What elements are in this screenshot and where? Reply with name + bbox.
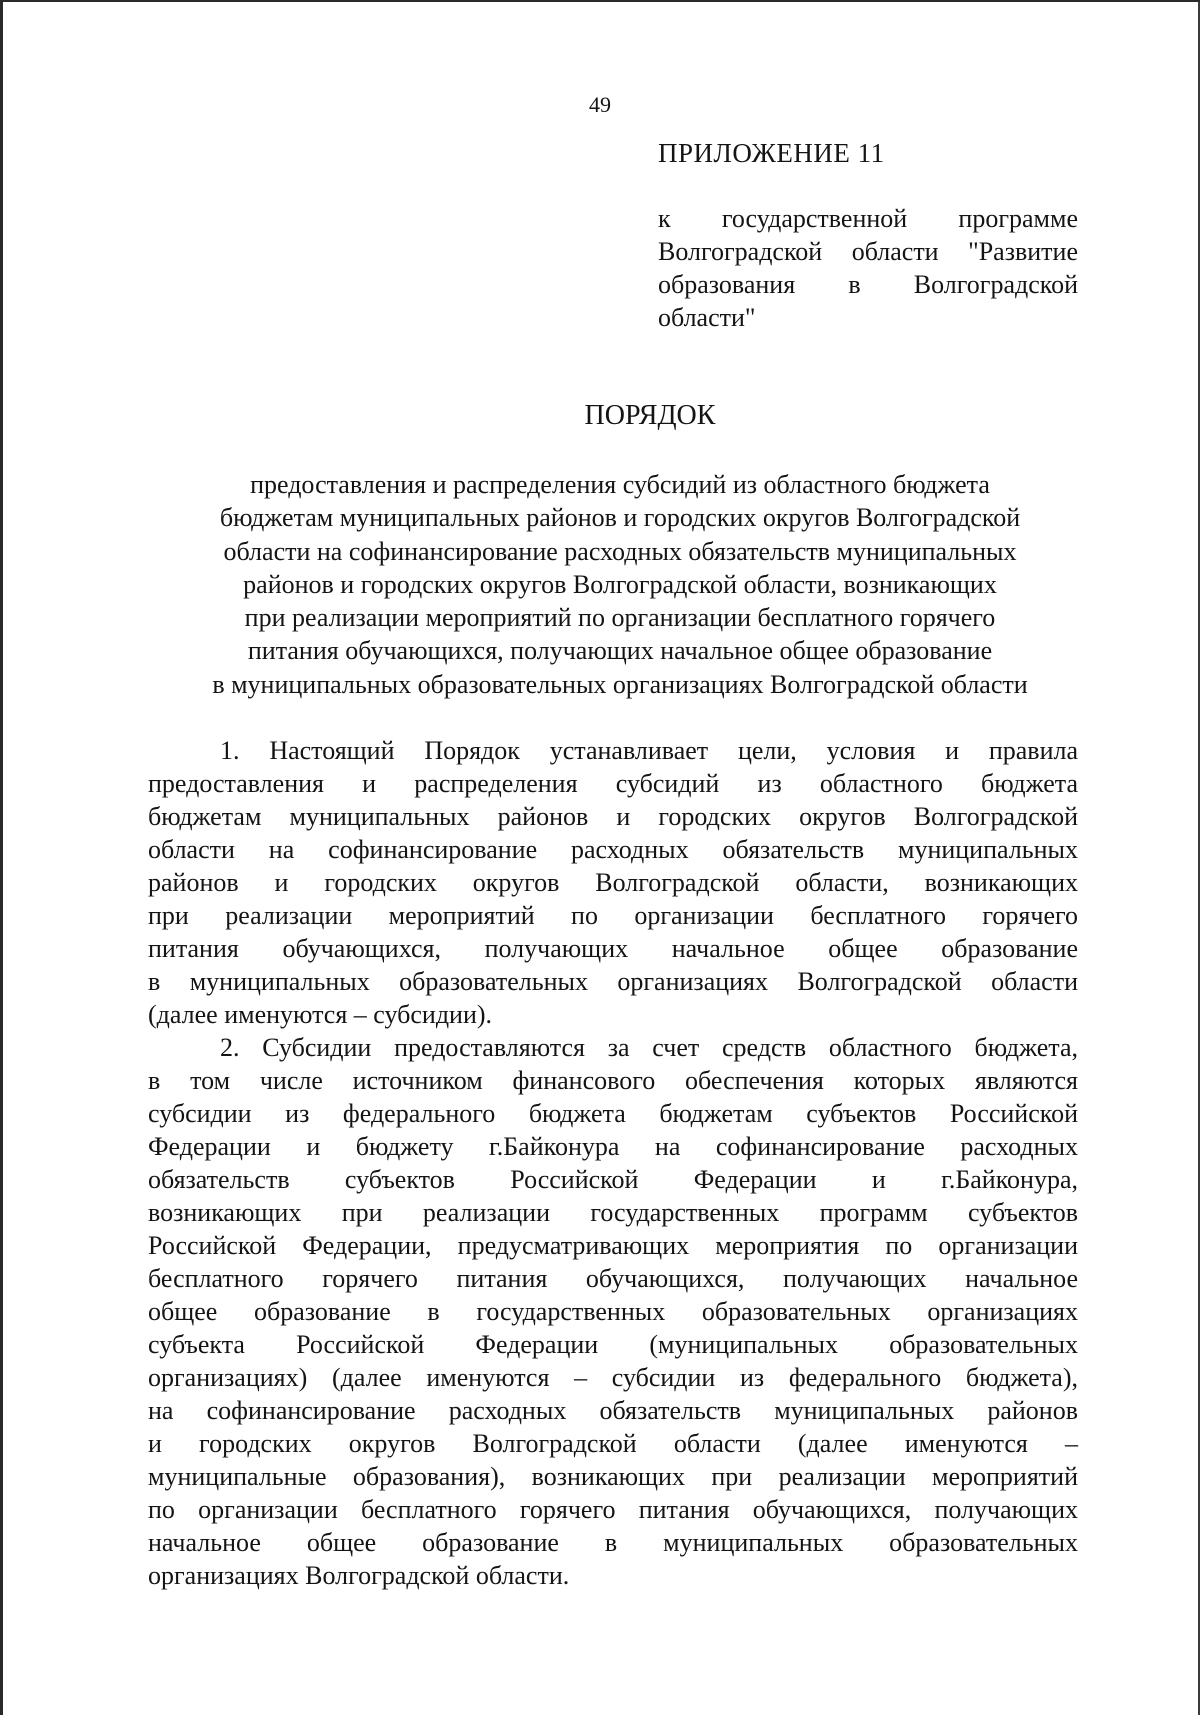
- paragraph-line: бесплатного горячего питания обучающихся, получающих начальное: [148, 1264, 1078, 1293]
- appendix-title: ПРИЛОЖЕНИЕ 11: [658, 138, 885, 168]
- appendix-line: образования в Волгоградской: [658, 270, 1078, 299]
- paragraph-line: на софинансирование расходных обязательств муниципальных районов: [148, 1396, 1078, 1425]
- paragraph-line: (далее именуются – субсидии).: [148, 1000, 493, 1029]
- page-number: 49: [589, 92, 611, 117]
- paragraph-line: при реализации мероприятий по организации бесплатного горячего: [148, 901, 1078, 930]
- subtitle-line: районов и городских округов Волгоградской области, возникающих: [243, 569, 997, 599]
- paragraph-line: в муниципальных образовательных организациях Волгоградской области: [148, 967, 1078, 996]
- appendix-reference: [658, 202, 1078, 334]
- document-body: [148, 734, 1078, 1592]
- appendix-line: к государственной программе: [658, 204, 1078, 233]
- paragraph-line: организациях) (далее именуются – субсидии из федерального бюджета),: [148, 1363, 1078, 1392]
- paragraph-line: общее образование в государственных образовательных организациях: [148, 1297, 1078, 1326]
- subtitle-line: бюджетам муниципальных районов и городских округов Волгоградской: [219, 503, 1021, 533]
- paragraph-line: Российской Федерации, предусматривающих мероприятия по организации: [148, 1231, 1078, 1260]
- paragraph-line: обязательств субъектов Российской Федерации и г.Байконура,: [148, 1165, 1078, 1194]
- subtitle-line: предоставления и распределения субсидий из областного бюджета: [250, 470, 990, 499]
- paragraph-line: муниципальные образования), возникающих при реализации мероприятий: [148, 1462, 1078, 1491]
- appendix-line: Волгоградской области "Развитие: [658, 237, 1078, 266]
- paragraph-line: субсидии из федерального бюджета бюджетам субъектов Российской: [148, 1099, 1078, 1128]
- paragraph-line: бюджетам муниципальных районов и городских округов Волгоградской: [148, 802, 1078, 831]
- subtitle-line: при реализации мероприятий по организации бесплатного горячего: [244, 603, 996, 633]
- paragraph-line: Федерации и бюджету г.Байконура на софинансирование расходных: [148, 1132, 1078, 1161]
- document-title: ПОРЯДОК: [584, 400, 716, 431]
- appendix-line: области": [658, 303, 756, 332]
- paragraph-line: предоставления и распределения субсидий из областного бюджета: [148, 769, 1078, 798]
- paragraph-line: в том числе источником финансового обеспечения которых являются: [148, 1066, 1078, 1095]
- paragraph-line: 2. Субсидии предоставляются за счет средств областного бюджета,: [220, 1033, 1078, 1062]
- subtitle-line: питания обучающихся, получающих начальное общее образование: [247, 636, 993, 666]
- subtitle-line: области на софинансирование расходных обязательств муниципальных: [223, 536, 1017, 566]
- scan-edge-left: [0, 0, 3, 1715]
- paragraph-line: и городских округов Волгоградской области (далее именуются –: [148, 1429, 1078, 1458]
- paragraph-line: организациях Волгоградской области.: [148, 1561, 570, 1590]
- paragraph-line: районов и городских округов Волгоградской области, возникающих: [148, 868, 1078, 897]
- paragraph-line: субъекта Российской Федерации (муниципальных образовательных: [148, 1330, 1078, 1359]
- paragraph-2: [148, 1031, 1078, 1592]
- paragraph-1: [148, 734, 1078, 1031]
- document-subtitle: [120, 468, 1120, 701]
- paragraph-line: области на софинансирование расходных обязательств муниципальных: [148, 835, 1078, 864]
- paragraph-line: возникающих при реализации государственных программ субъектов: [148, 1198, 1078, 1227]
- paragraph-line: по организации бесплатного горячего питания обучающихся, получающих: [148, 1495, 1078, 1524]
- paragraph-line: питания обучающихся, получающих начальное общее образование: [148, 934, 1078, 963]
- paragraph-line: начальное общее образование в муниципальных образовательных: [148, 1528, 1078, 1557]
- subtitle-line: в муниципальных образовательных организациях Волгоградской области: [212, 669, 1028, 699]
- scan-edge-top: [0, 0, 1200, 2]
- paragraph-line: 1. Настоящий Порядок устанавливает цели, условия и правила: [220, 736, 1078, 765]
